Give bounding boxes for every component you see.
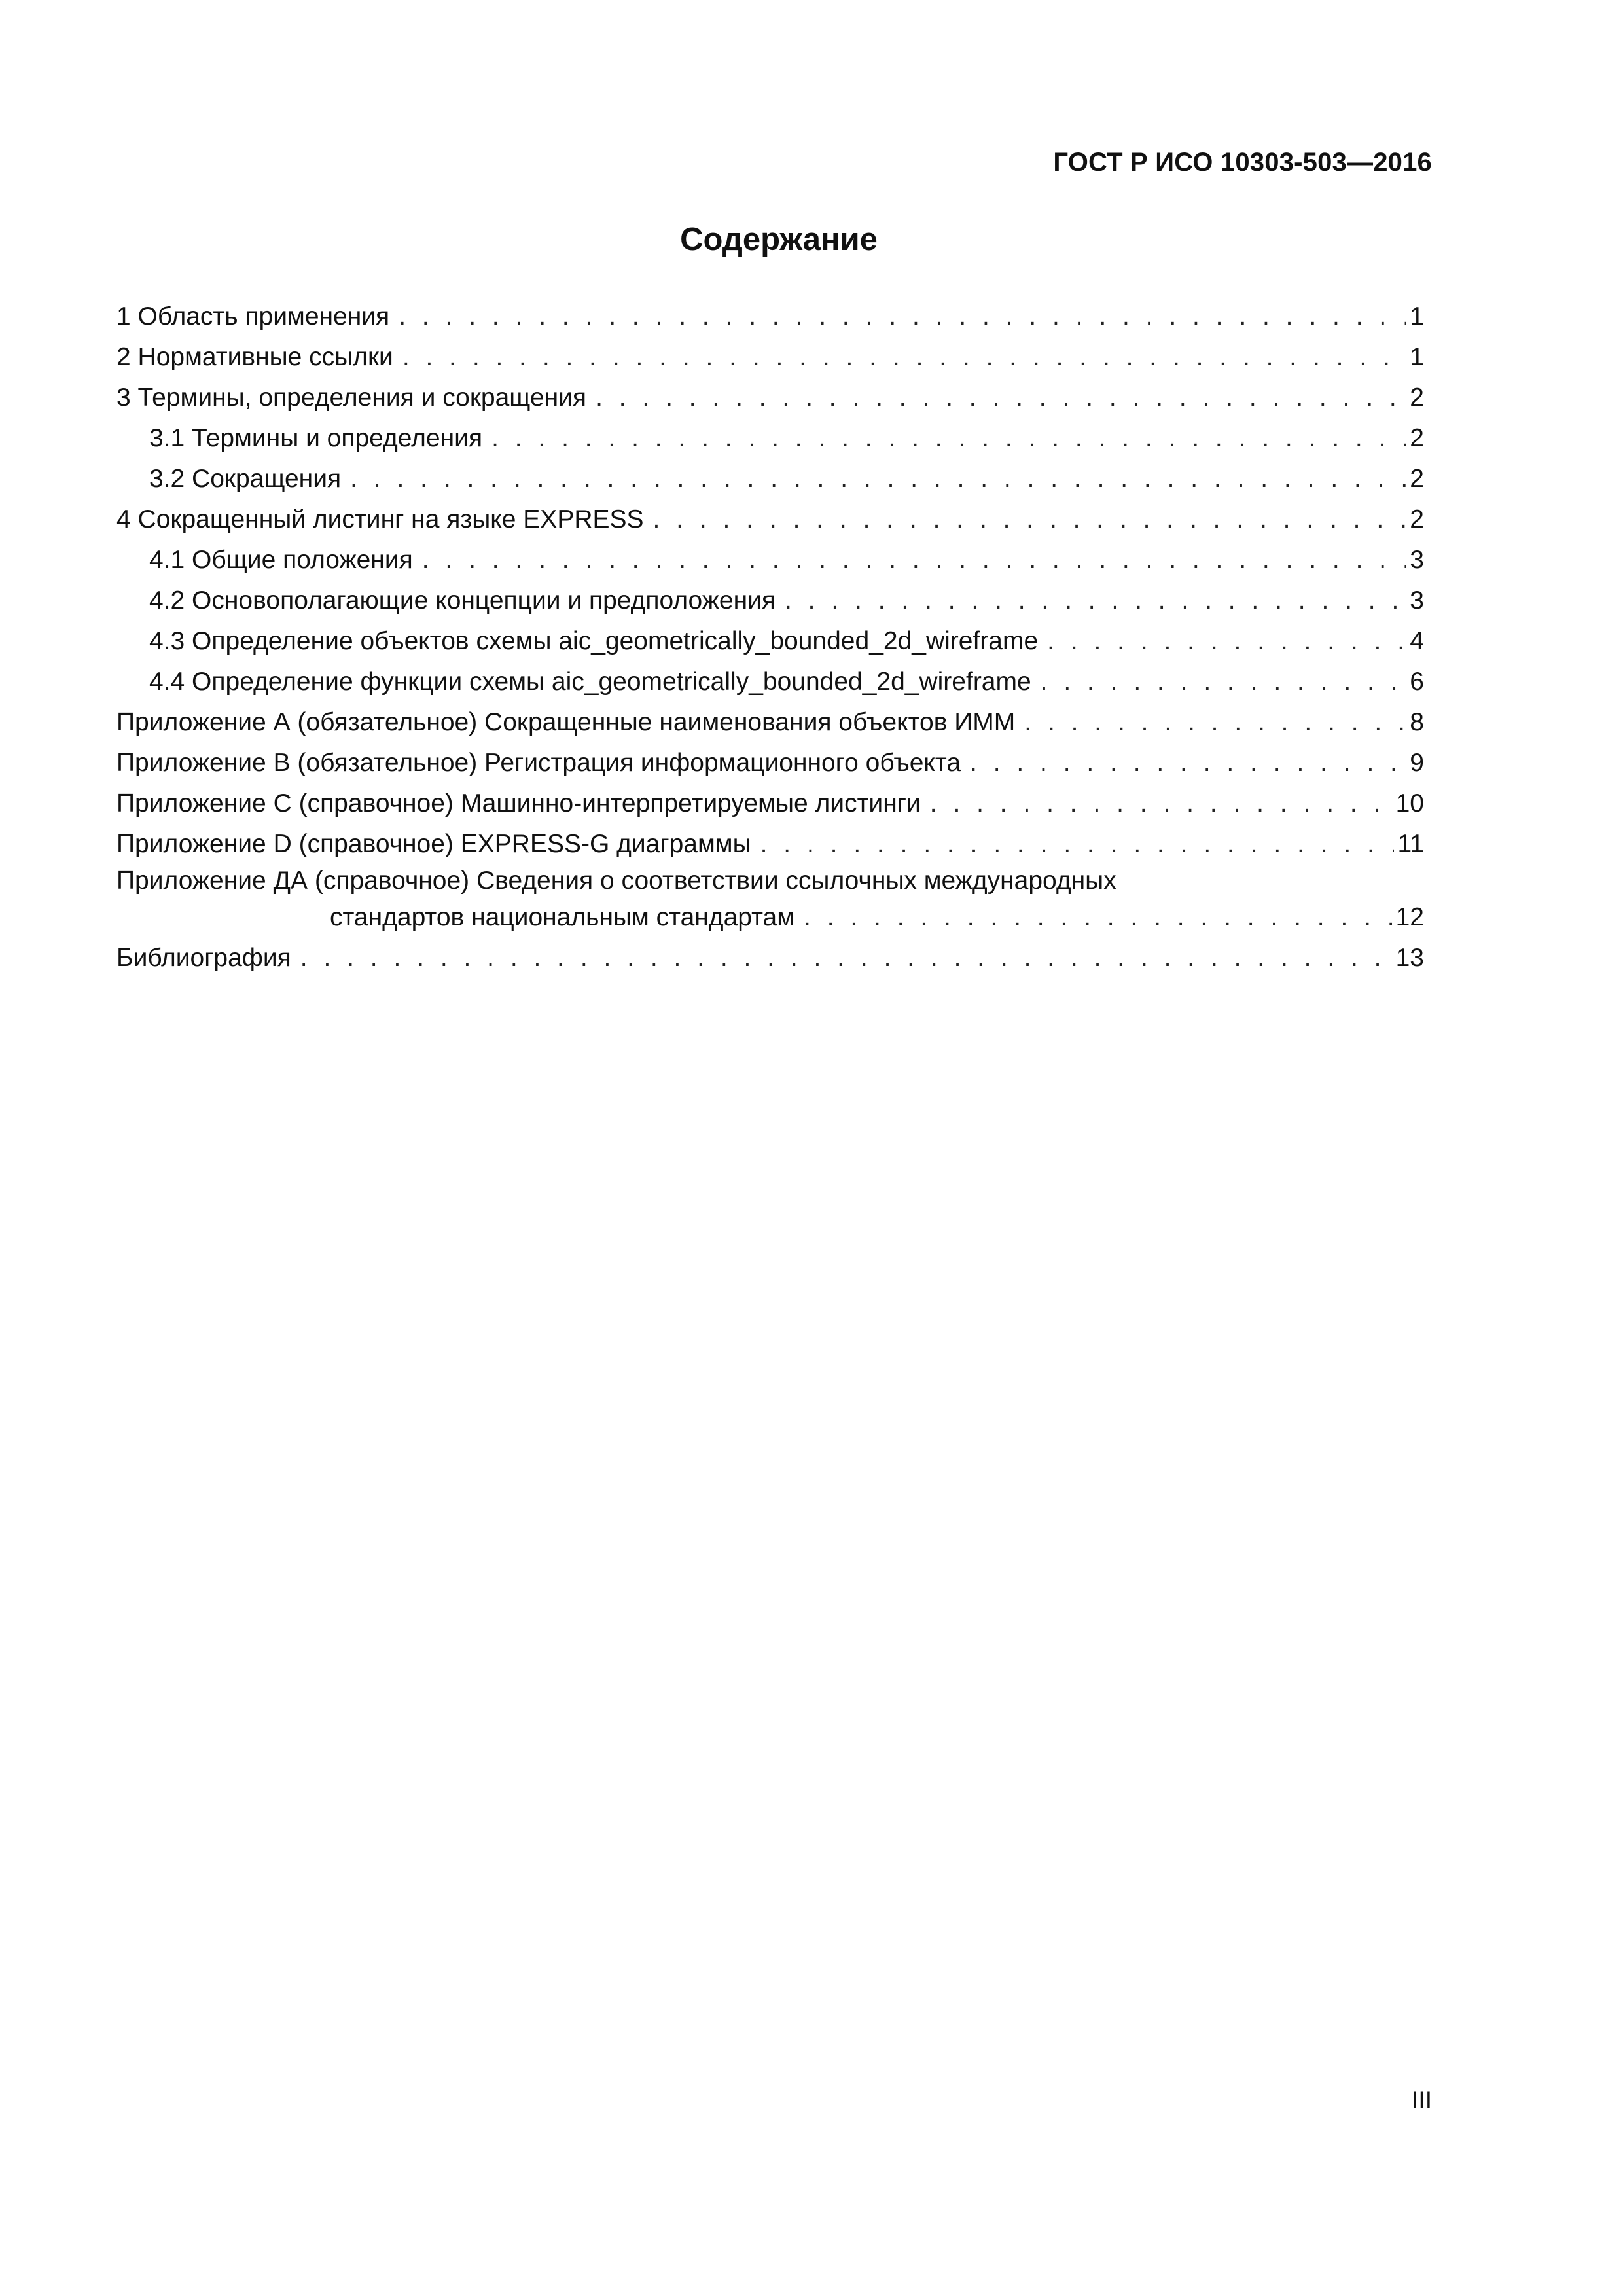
toc-entry-page: 1 bbox=[1410, 343, 1424, 371]
toc-entry-page: 2 bbox=[1410, 424, 1424, 452]
toc-entry-text-line2: стандартов национальным стандартам bbox=[330, 903, 795, 931]
toc-subentry[interactable] bbox=[116, 459, 1424, 499]
dot-leader bbox=[422, 540, 1406, 581]
toc-entry-page: 11 bbox=[1397, 830, 1424, 858]
table-of-contents bbox=[116, 296, 1424, 978]
toc-entry[interactable] bbox=[116, 783, 1424, 824]
toc-subentry[interactable] bbox=[116, 662, 1424, 702]
toc-entry-page: 9 bbox=[1410, 749, 1424, 777]
toc-entry[interactable] bbox=[116, 865, 1424, 938]
dot-leader bbox=[1047, 621, 1406, 662]
toc-entry-text: Приложение ДА (справочное) Сведения о соответствии ссылочных международных bbox=[116, 867, 1116, 895]
document-standard-header: ГОСТ Р ИСО 10303-503—2016 bbox=[1053, 148, 1432, 177]
toc-entry-page: 1 bbox=[1410, 302, 1424, 331]
toc-entry-text: 4.4 Определение функции схемы aic_geometrically_bounded_2d_wireframe bbox=[149, 668, 1031, 696]
toc-entry-text: Приложение А (обязательное) Сокращенные наименования объектов ИММ bbox=[116, 708, 1016, 736]
toc-entry[interactable] bbox=[116, 378, 1424, 418]
toc-entry-continuation bbox=[116, 897, 1424, 938]
toc-entry-page: 10 bbox=[1395, 789, 1424, 817]
toc-entry-page: 8 bbox=[1410, 708, 1424, 736]
dot-leader bbox=[653, 499, 1406, 540]
toc-subentry[interactable] bbox=[116, 418, 1424, 459]
toc-subentry[interactable] bbox=[116, 621, 1424, 662]
toc-entry-page: 4 bbox=[1410, 627, 1424, 655]
dot-leader bbox=[970, 743, 1406, 783]
dot-leader bbox=[785, 581, 1406, 621]
toc-entry-page: 3 bbox=[1410, 586, 1424, 615]
toc-entry-text: Приложение С (справочное) Машинно-интерпретируемые листинги bbox=[116, 789, 921, 817]
toc-entry[interactable] bbox=[116, 938, 1424, 978]
dot-leader bbox=[1041, 662, 1406, 702]
toc-entry-page: 3 bbox=[1410, 546, 1424, 574]
dot-leader bbox=[402, 337, 1406, 378]
toc-entry-text: Приложение В (обязательное) Регистрация информационного объекта bbox=[116, 749, 961, 777]
toc-entry-text: 3 Термины, определения и сокращения bbox=[116, 384, 587, 412]
dot-leader bbox=[760, 824, 1394, 865]
dot-leader bbox=[1024, 702, 1406, 743]
toc-subentry[interactable] bbox=[116, 581, 1424, 621]
dot-leader bbox=[350, 459, 1406, 499]
toc-entry-text: 2 Нормативные ссылки bbox=[116, 343, 393, 371]
toc-entry-text: 3.2 Сокращения bbox=[149, 465, 342, 493]
toc-entry-page: 6 bbox=[1410, 668, 1424, 696]
toc-entry-text: 4.2 Основополагающие концепции и предположения bbox=[149, 586, 776, 615]
dot-leader bbox=[491, 418, 1406, 459]
toc-entry-page: 2 bbox=[1410, 384, 1424, 412]
toc-entry[interactable] bbox=[116, 743, 1424, 783]
toc-subentry[interactable] bbox=[116, 540, 1424, 581]
toc-entry-page: 2 bbox=[1410, 505, 1424, 533]
toc-entry[interactable] bbox=[116, 337, 1424, 378]
toc-entry[interactable] bbox=[116, 824, 1424, 865]
toc-entry-text: Библиография bbox=[116, 944, 291, 972]
dot-leader bbox=[596, 378, 1406, 418]
dot-leader bbox=[300, 938, 1392, 978]
toc-entry[interactable] bbox=[116, 702, 1424, 743]
toc-entry-text: 3.1 Термины и определения bbox=[149, 424, 483, 452]
toc-entry[interactable] bbox=[116, 499, 1424, 540]
dot-leader bbox=[399, 296, 1406, 337]
toc-entry-text: Приложение D (справочное) EXPRESS-G диаграммы bbox=[116, 830, 751, 858]
page-number: III bbox=[1412, 2087, 1432, 2113]
dot-leader bbox=[804, 897, 1392, 938]
toc-entry-text: 4.3 Определение объектов схемы aic_geometrically_bounded_2d_wireframe bbox=[149, 627, 1039, 655]
dot-leader bbox=[930, 783, 1392, 824]
toc-entry-page: 12 bbox=[1395, 903, 1424, 931]
toc-entry-page: 13 bbox=[1395, 944, 1424, 972]
toc-entry-text: 1 Область применения bbox=[116, 302, 390, 331]
toc-entry-text: 4 Сокращенный листинг на языке EXPRESS bbox=[116, 505, 644, 533]
toc-entry[interactable] bbox=[116, 296, 1424, 337]
toc-title: Содержание bbox=[680, 222, 878, 257]
toc-entry-page: 2 bbox=[1410, 465, 1424, 493]
toc-entry-text: 4.1 Общие положения bbox=[149, 546, 413, 574]
